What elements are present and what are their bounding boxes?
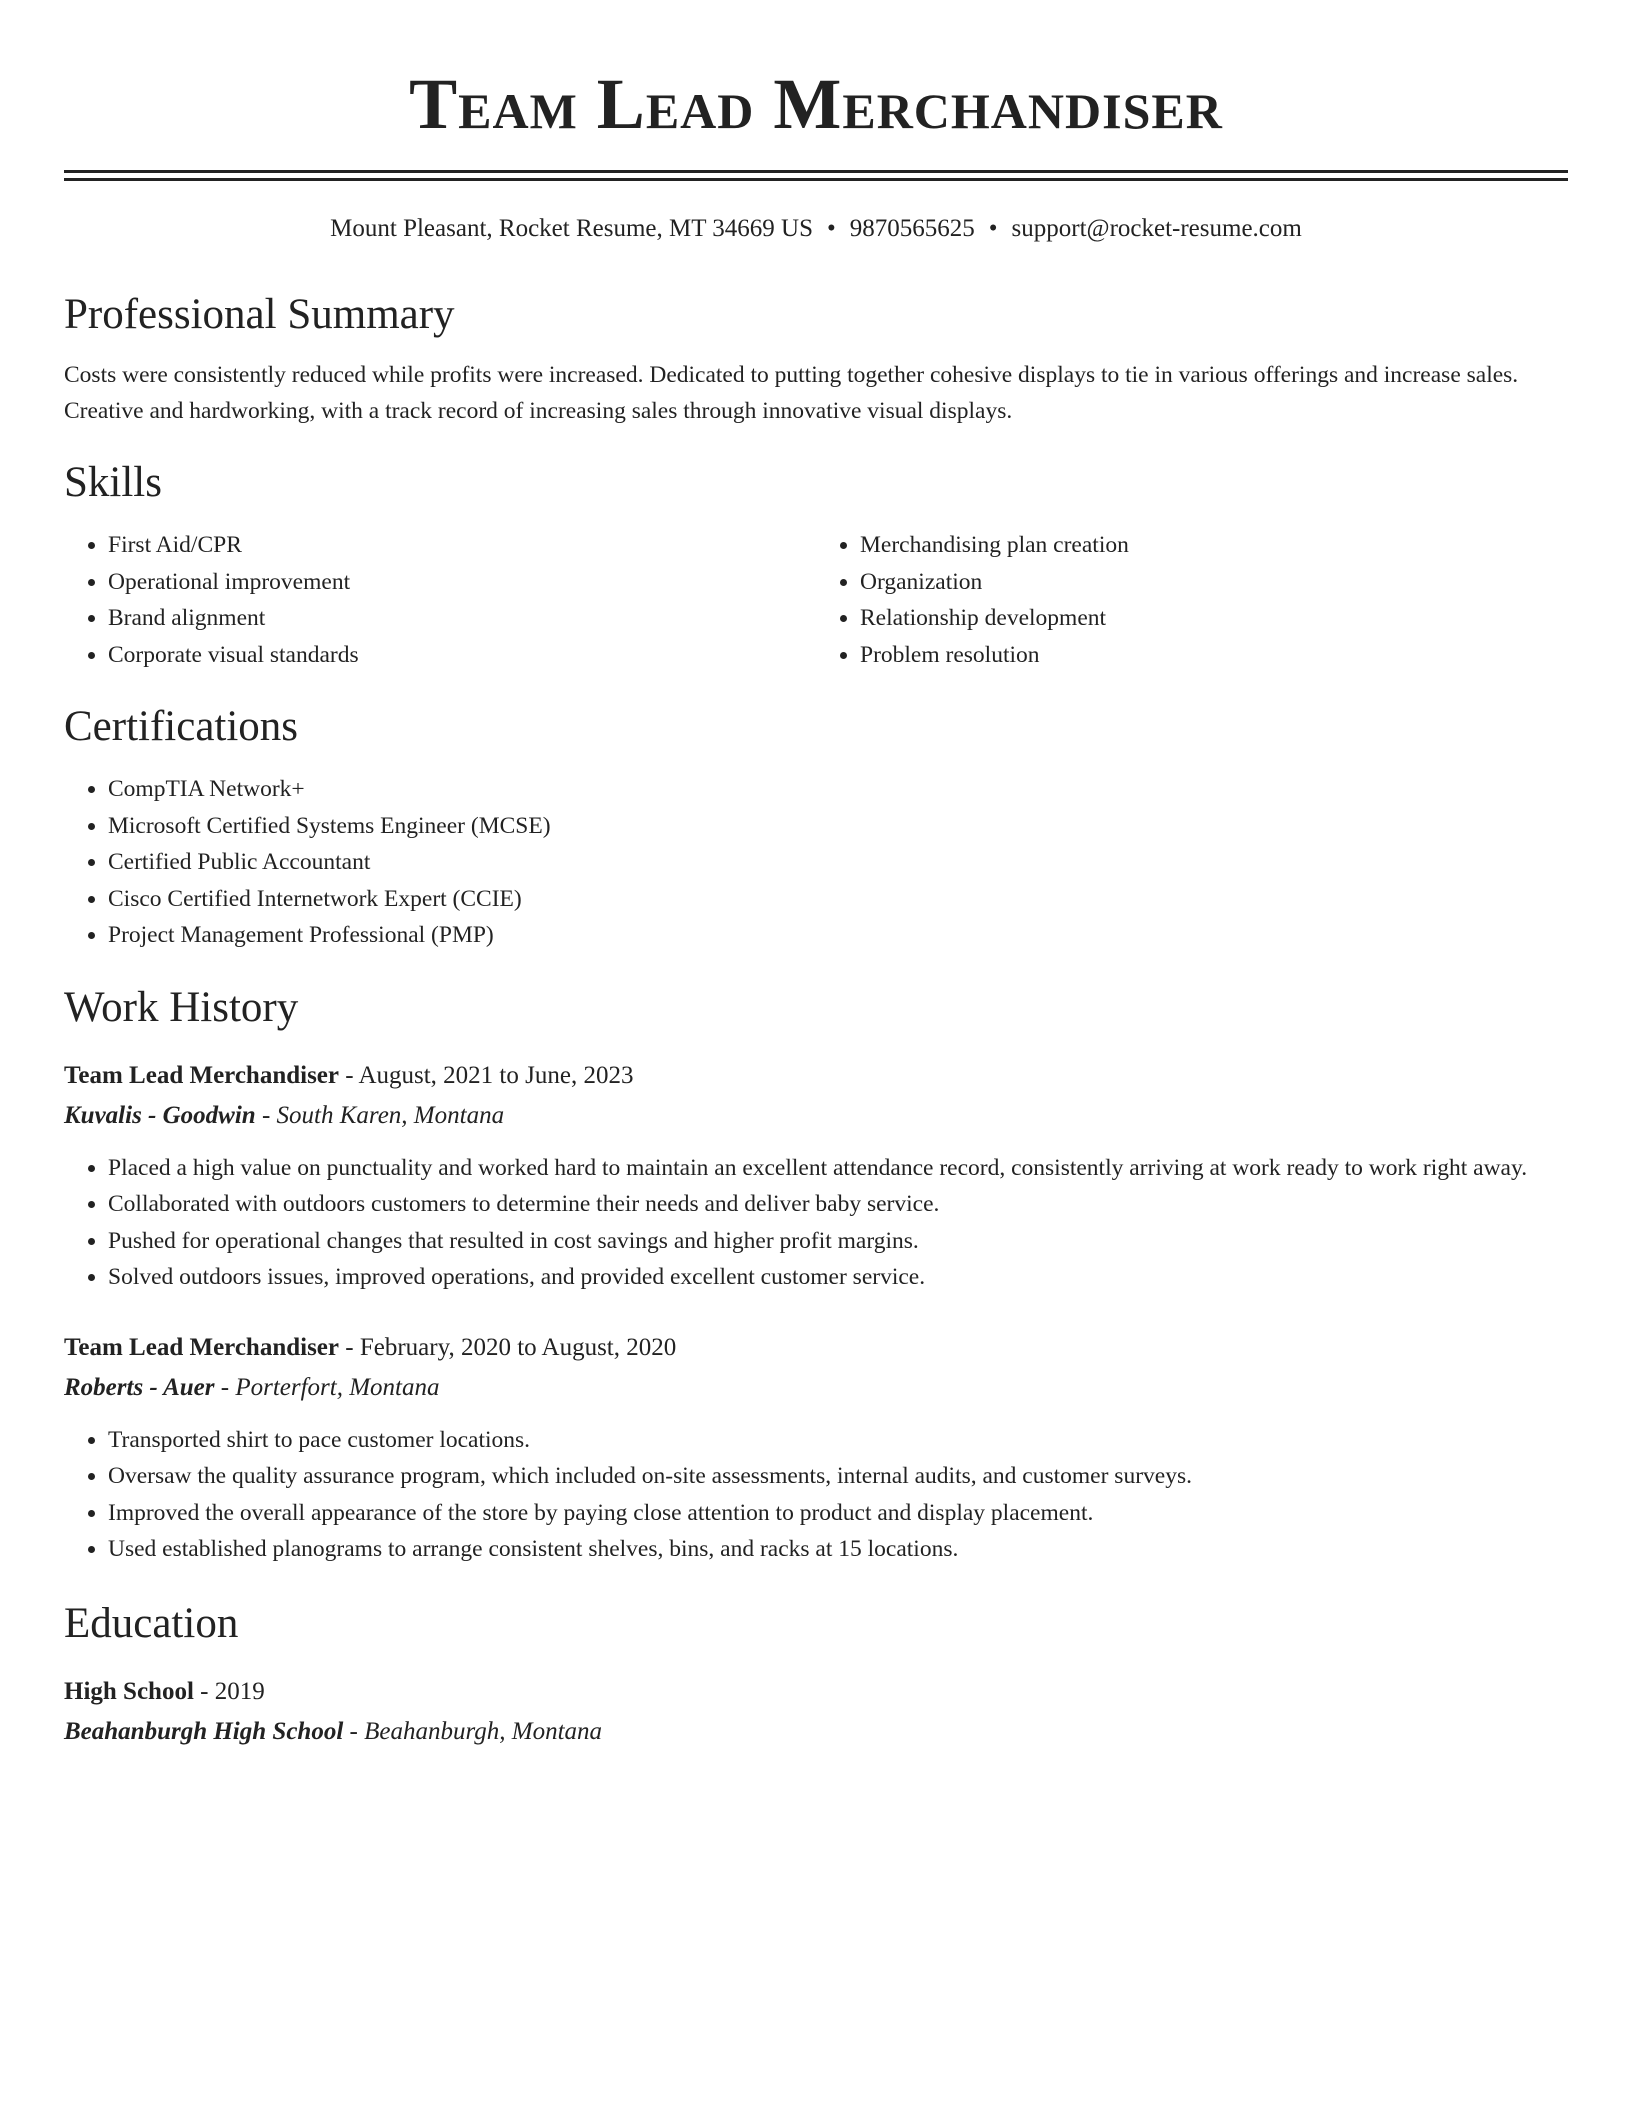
dash: - <box>255 1101 277 1129</box>
job-bullet: • Oversaw the quality assurance program, which included on-site assessments, internal audits, and customer surveys. <box>108 1458 1568 1495</box>
contact-separator: • <box>827 215 836 242</box>
education-heading: Education <box>64 1599 239 1647</box>
contact-phone: 9870565625 <box>849 215 975 242</box>
job-company: Kuvalis - Goodwin <box>64 1101 256 1129</box>
skill-item: • Organization <box>860 564 1568 601</box>
education-location: Beahanburgh, Montana <box>364 1717 603 1745</box>
job-entry <box>64 1330 1568 1568</box>
skills-right-list <box>816 527 1568 673</box>
resume-title: Team Lead Merchandiser <box>409 64 1223 144</box>
job-org-line <box>64 1098 1568 1134</box>
certification-item: • Cisco Certified Internetwork Expert (CCIE) <box>108 881 1568 918</box>
summary-text: Costs were consistently reduced while profits were increased. Dedicated to putting together cohesive displays to tie in various offerings and increase sales. Creative and hardworking, with a track record of increasing sales through innovative visual displays. <box>64 362 1519 424</box>
contact-separator: • <box>988 215 998 242</box>
work-history-heading: Work History <box>64 983 299 1031</box>
job-title-line <box>64 1330 1568 1366</box>
certification-item: • Certified Public Accountant <box>108 844 1568 881</box>
job-dates: February, 2020 to August, 2020 <box>359 1333 677 1361</box>
skill-item: • Operational improvement <box>108 564 816 601</box>
certification-item: • Microsoft Certified Systems Engineer (MCSE) <box>108 808 1568 845</box>
job-bullets <box>64 1422 1568 1568</box>
skills-columns <box>64 527 1568 673</box>
job-bullets <box>64 1150 1568 1296</box>
skills-left-list <box>64 527 816 673</box>
job-bullet: • Solved outdoors issues, improved operations, and provided excellent customer service. <box>108 1259 1568 1296</box>
skill-item: • Merchandising plan creation <box>860 527 1568 564</box>
job-bullet: • Transported shirt to pace customer locations. <box>108 1422 1568 1459</box>
contact-line <box>64 211 1568 247</box>
skill-item: • First Aid/CPR <box>108 527 816 564</box>
job-title: Team Lead Merchandiser <box>64 1061 339 1089</box>
education-school: Beahanburgh High School <box>64 1717 344 1745</box>
job-location: South Karen, Montana <box>276 1101 505 1129</box>
job-title: Team Lead Merchandiser <box>64 1333 339 1361</box>
dash: - <box>193 1677 215 1705</box>
dash: - <box>214 1373 236 1401</box>
job-dates: August, 2021 to June, 2023 <box>358 1061 634 1089</box>
skill-item: • Relationship development <box>860 600 1568 637</box>
summary-heading: Professional Summary <box>64 291 455 338</box>
job-bullet: • Placed a high value on punctuality and worked hard to maintain an excellent attendance record, consistently arriving at work ready to work right away. <box>108 1150 1568 1187</box>
education-year: 2019 <box>214 1677 265 1705</box>
certification-item: • Project Management Professional (PMP) <box>108 917 1568 954</box>
job-company: Roberts - Auer <box>64 1373 215 1401</box>
job-entry <box>64 1058 1568 1296</box>
job-bullet: • Used established planograms to arrange consistent shelves, bins, and racks at 15 locations. <box>108 1531 1568 1568</box>
contact-email: support@rocket-resume.com <box>1011 215 1302 242</box>
skill-item: • Corporate visual standards <box>108 637 816 674</box>
education-degree: High School <box>64 1677 194 1705</box>
certification-item: • CompTIA Network+ <box>108 771 1568 808</box>
certifications-heading: Certifications <box>64 703 299 750</box>
contact-address: Mount Pleasant, Rocket Resume, MT 34669 US <box>330 215 814 242</box>
job-bullet: • Pushed for operational changes that resulted in cost savings and higher profit margins. <box>108 1223 1568 1260</box>
skill-item: • Brand alignment <box>108 600 816 637</box>
education-degree-line <box>64 1674 1568 1710</box>
skill-item: • Problem resolution <box>860 637 1568 674</box>
job-org-line <box>64 1370 1568 1406</box>
job-bullet: • Collaborated with outdoors customers to determine their needs and deliver baby service. <box>108 1186 1568 1223</box>
dash: - <box>343 1717 365 1745</box>
title-divider <box>64 170 1568 181</box>
dash: - <box>339 1061 359 1089</box>
job-bullet: • Improved the overall appearance of the store by paying close attention to product and display placement. <box>108 1495 1568 1532</box>
dash: - <box>339 1333 360 1361</box>
skills-heading: Skills <box>64 459 162 506</box>
job-location: Porterfort, Montana <box>235 1373 440 1401</box>
certifications-list <box>64 771 1568 954</box>
job-title-line <box>64 1058 1568 1094</box>
education-school-line <box>64 1714 1568 1750</box>
